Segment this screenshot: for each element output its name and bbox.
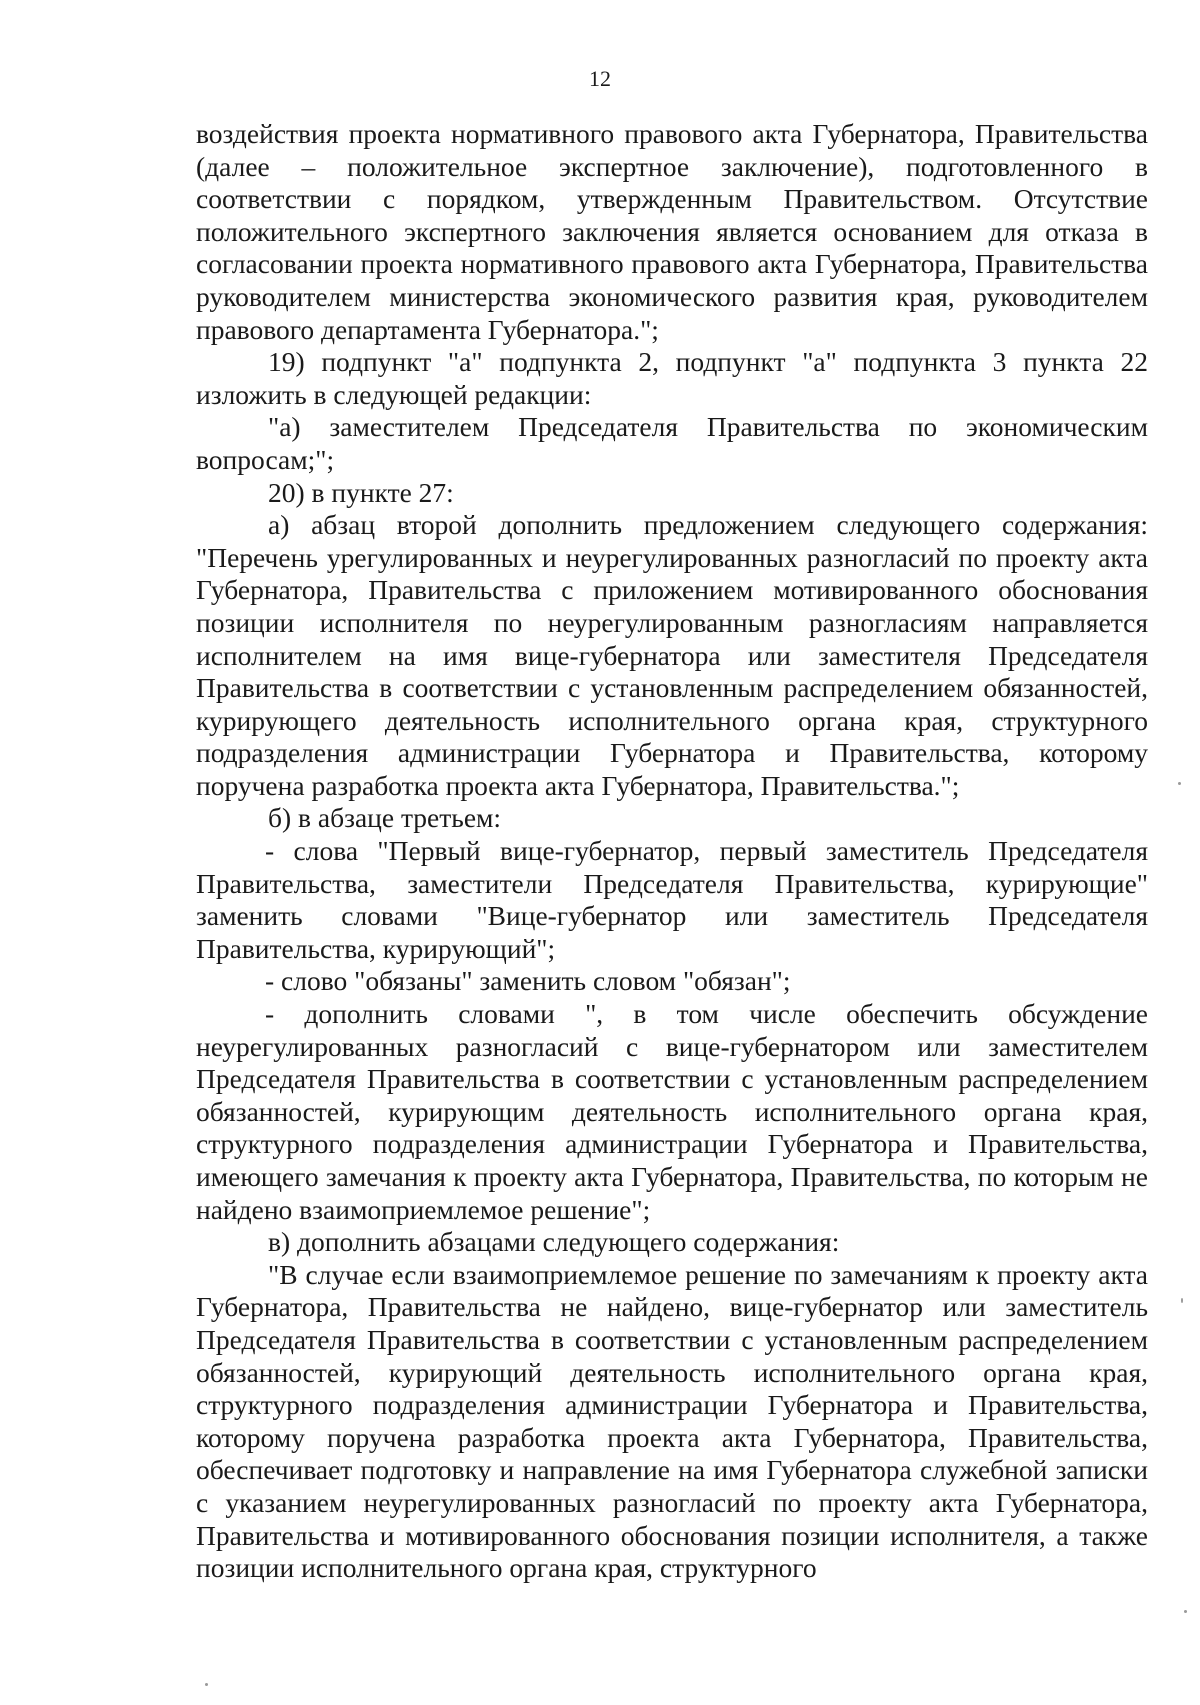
paragraph-subitem-v: в) дополнить абзацами следующего содержания: — [268, 1226, 840, 1258]
paragraph-continuation: воздействия проекта нормативного правового акта Губернатора, Правительства (далее – положительное экспертное заключение), подготовленного в соответствии с порядком, утвержденным Правительством. Отсутствие положительного экспертного заключения является основанием для отказа в согласовании проекта нормативного правового акта Губернатора, Правительства руководителем министерства экономического развития края, руководителем правового департамента Губернатора."; — [196, 118, 1148, 345]
paragraph-subitem-a: а) абзац второй дополнить предложением следующего содержания: "Перечень урегулированных и неурегулированных разногласий по проекту акта Губернатора, Правительства с приложением мотивированного обоснования позиции исполнителя по неурегулированным разногласиям направляется исполнителем на имя вице-губернатора или заместителя Председателя Правительства в соответствии с установленным распределением обязанностей, курирующего деятельность исполнительного органа края, структурного подразделения администрации Губернатора и Правительства, которому поручена разработка проекта акта Губернатора, Правительства."; — [196, 509, 1148, 801]
paragraph-new-text: "В случае если взаимоприемлемое решение по замечаниям к проекту акта Губернатора, Правительства не найдено, вице-губернатор или заместитель Председателя Правительства в соответствии с установленным распределением обязанностей, курирующий деятельность исполнительного органа края, структурного подразделения администрации Губернатора и Правительства, которому поручена разработка проекта акта Губернатора, Правительства, обеспечивает подготовку и направление на имя Губернатора служебной записки с указанием неурегулированных разногласий по проекту акта Губернатора, Правительства и мотивированного обоснования позиции исполнителя, а также позиции исполнительного органа края, структурного — [196, 1258, 1148, 1584]
page-number: 12 — [589, 66, 611, 91]
scan-speck — [1184, 1610, 1187, 1613]
scan-speck — [205, 1683, 208, 1686]
scan-speck — [1178, 782, 1181, 785]
paragraph-item-19: 19) подпункт "а" подпункта 2, подпункт "а" подпункта 3 пункта 22 изложить в следующей редакции: — [196, 346, 1148, 410]
paragraph-item-19-text: "а) заместителем Председателя Правительства по экономическим вопросам;"; — [196, 411, 1148, 475]
paragraph-subitem-b: б) в абзаце третьем: — [268, 802, 502, 834]
scan-speck — [1181, 1298, 1183, 1303]
paragraph-dash-1: - слова "Первый вице-губернатор, первый заместитель Председателя Правительства, заместители Председателя Правительства, курирующие" заменить словами "Вице-губернатор или заместитель Председателя Правительства, курирующий"; — [196, 835, 1148, 964]
paragraph-dash-2: - слово "обязаны" заменить словом "обязан"; — [265, 965, 791, 997]
paragraph-dash-3: - дополнить словами ", в том числе обеспечить обсуждение неурегулированных разногласий с вице-губернатором или заместителем Председателя Правительства в соответствии с установленным распределением обязанностей, курирующим деятельность исполнительного органа края, структурного подразделения администрации Губернатора и Правительства, имеющего замечания к проекту акта Губернатора, Правительства, по которым не найдено взаимоприемлемое решение"; — [196, 998, 1148, 1225]
document-body — [196, 118, 1148, 1585]
paragraph-item-20: 20) в пункте 27: — [268, 476, 454, 508]
